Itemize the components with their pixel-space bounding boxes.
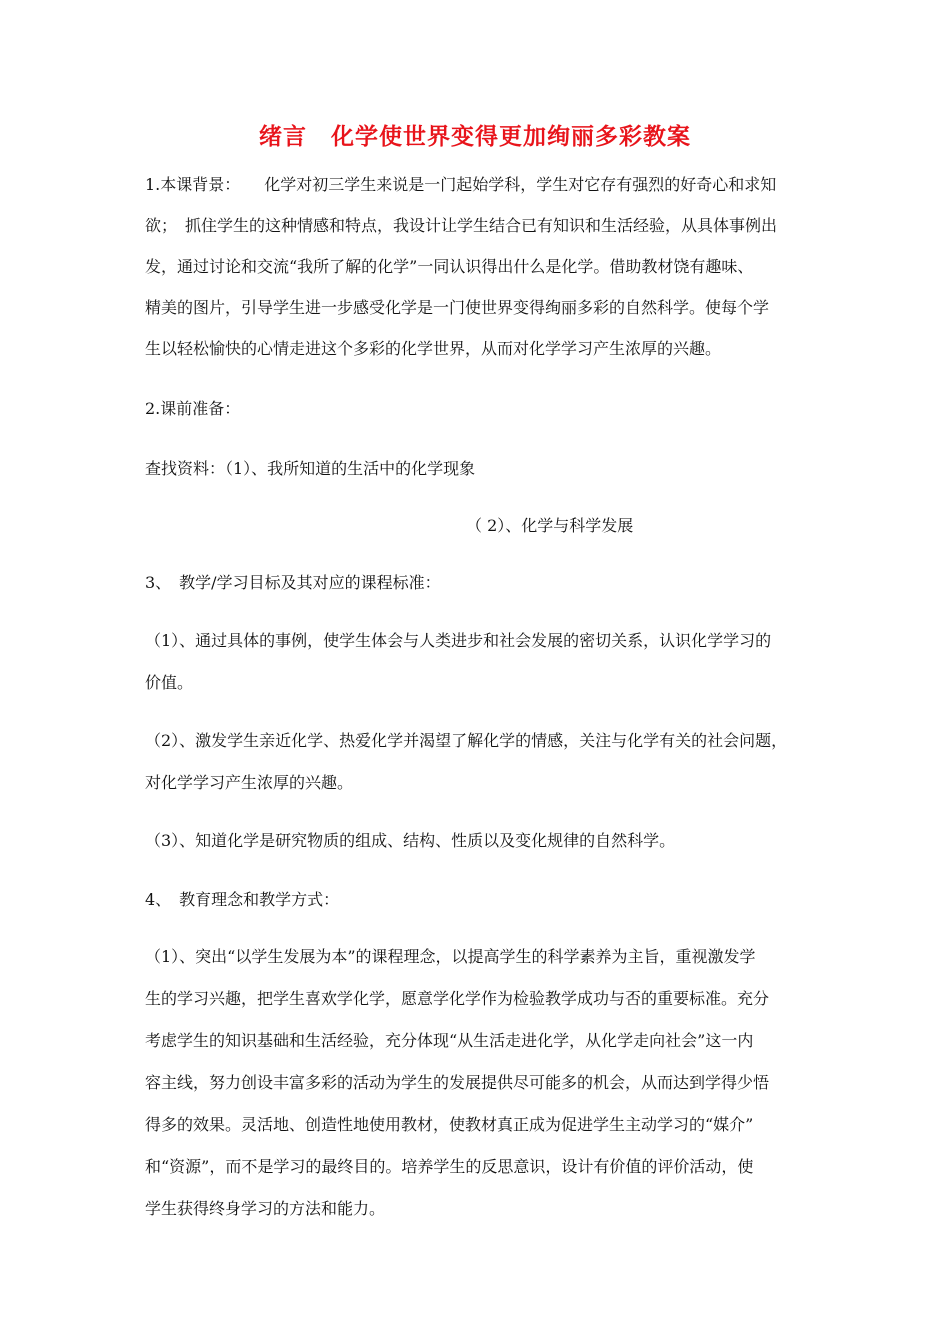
section-heading-goals: 3、 教学/学习目标及其对应的课程标准： xyxy=(145,573,441,592)
philosophy-line-5: 得多的效果。灵活地、创造性地使用教材，使教材真正成为促进学生主动学习的“媒介” xyxy=(145,1115,754,1134)
philosophy-line-2: 生的学习兴趣，把学生喜欢学化学，愿意学化学作为检验教学成功与否的重要标准。充分 xyxy=(145,989,770,1008)
goal-1-line-1: （1）、通过具体的事例，使学生体会与人类进步和社会发展的密切关系，认识化学学习的 xyxy=(145,631,772,650)
philosophy-line-7: 学生获得终身学习的方法和能力。 xyxy=(145,1199,386,1218)
philosophy-line-4: 容主线，努力创设丰富多彩的活动为学生的发展提供尽可能多的机会，从而达到学得少悟 xyxy=(145,1073,770,1092)
philosophy-line-1: （1）、突出“以学生发展为本”的课程理念，以提高学生的科学素养为主旨，重视激发学 xyxy=(145,947,756,966)
resource-item-2: （ 2）、化学与科学发展 xyxy=(466,516,634,535)
document-title: 绪言 化学使世界变得更加绚丽多彩教案 xyxy=(259,124,691,150)
background-line-2: 欲； 抓住学生的这种情感和特点，我设计让学生结合已有知识和生活经验，从具体事例出 xyxy=(145,216,778,235)
goal-1-line-2: 价值。 xyxy=(145,673,194,692)
background-line-1: 1.本课背景： 化学对初三学生来说是一门起始学科，学生对它存有强烈的好奇心和求知 xyxy=(145,175,777,194)
resource-item-1: 查找资料：（1）、我所知道的生活中的化学现象 xyxy=(145,459,476,478)
section-heading-preparation: 2.课前准备： xyxy=(145,399,241,418)
goal-2-line-2: 对化学学习产生浓厚的兴趣。 xyxy=(145,773,354,792)
background-line-4: 精美的图片，引导学生进一步感受化学是一门使世界变得绚丽多彩的自然科学。使每个学 xyxy=(145,298,770,317)
goal-2-line-1: （2）、激发学生亲近化学、热爱化学并渴望了解化学的情感，关注与化学有关的社会问题， xyxy=(145,731,788,750)
philosophy-line-3: 考虑学生的知识基础和生活经验，充分体现“从生活走进化学，从化学走向社会”这一内 xyxy=(145,1031,754,1050)
section-heading-philosophy: 4、 教育理念和教学方式： xyxy=(145,890,340,909)
background-line-3: 发，通过讨论和交流“我所了解的化学”一同认识得出什么是化学。借助教材饶有趣味、 xyxy=(145,257,754,276)
goal-3-line: （3）、知道化学是研究物质的组成、结构、性质以及变化规律的自然科学。 xyxy=(145,831,676,850)
background-line-5: 生以轻松愉快的心情走进这个多彩的化学世界，从而对化学学习产生浓厚的兴趣。 xyxy=(145,339,722,358)
philosophy-line-6: 和“资源”，而不是学习的最终目的。培养学生的反思意识，设计有价值的评价活动，使 xyxy=(145,1157,754,1176)
